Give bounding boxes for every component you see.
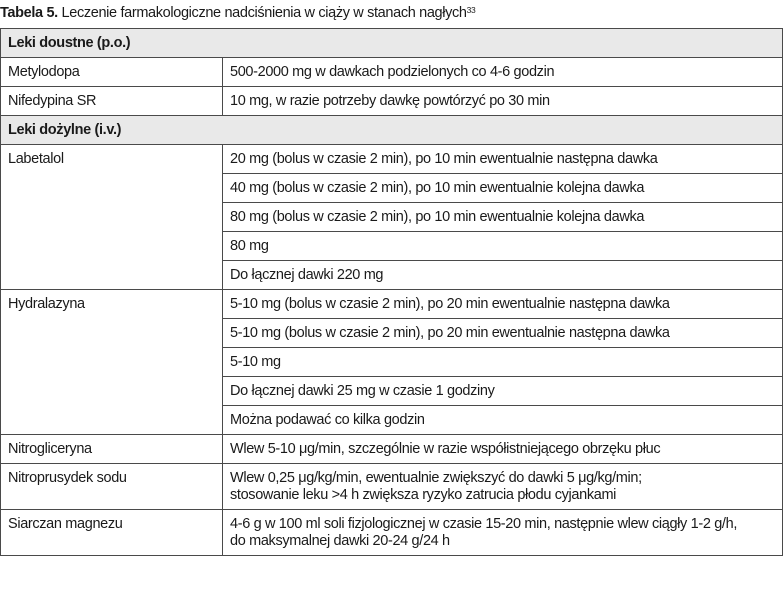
section-header-row <box>1 116 783 145</box>
drug-name: Nifedypina SR <box>1 87 223 116</box>
table-row <box>1 58 783 87</box>
table-row <box>1 464 783 510</box>
dosage-cell: Można podawać co kilka godzin <box>223 406 783 435</box>
dosage-cell: 80 mg (bolus w czasie 2 min), po 10 min ewentualnie kolejna dawka <box>223 203 783 232</box>
table-row <box>1 87 783 116</box>
drug-name: Nitroprusydek sodu <box>1 464 223 510</box>
caption-text: Leczenie farmakologiczne nadciśnienia w ciąży w stanach nagłych <box>57 5 467 21</box>
table-row <box>1 435 783 464</box>
section-title: Leki doustne (p.o.) <box>1 29 783 58</box>
dosage-line: do maksymalnej dawki 20-24 g/24 h <box>230 532 450 549</box>
drug-name: Hydralazyna <box>1 290 223 435</box>
dosage-cell: 80 mg <box>223 232 783 261</box>
dosage-line: 4-6 g w 100 ml soli fizjologicznej w czasie 15-20 min, następnie wlew ciągły 1-2 g/h, <box>230 515 738 532</box>
caption-label: Tabela 5. <box>0 5 58 21</box>
dosage-cell: Do łącznej dawki 220 mg <box>223 261 783 290</box>
dosage-cell <box>223 464 783 510</box>
dosage-line: stosowanie leku >4 h zwiększa ryzyko zatrucia płodu cyjankami <box>230 486 617 503</box>
dosage-cell <box>223 510 783 556</box>
dosage-cell: Wlew 5-10 μg/min, szczególnie w razie współistniejącego obrzęku płuc <box>223 435 783 464</box>
dosage-line: Wlew 0,25 μg/kg/min, ewentualnie zwiększyć do dawki 5 μg/kg/min; <box>230 469 642 486</box>
section-title: Leki dożylne (i.v.) <box>1 116 783 145</box>
dosage-cell: 5-10 mg <box>223 348 783 377</box>
dosage-cell: 5-10 mg (bolus w czasie 2 min), po 20 min ewentualnie następna dawka <box>223 290 783 319</box>
table-body <box>1 29 783 556</box>
section-header-row <box>1 29 783 58</box>
dosage-cell: 40 mg (bolus w czasie 2 min), po 10 min ewentualnie kolejna dawka <box>223 174 783 203</box>
dosage-cell: Do łącznej dawki 25 mg w czasie 1 godziny <box>223 377 783 406</box>
treatment-table <box>0 28 783 556</box>
drug-name: Metylodopa <box>1 58 223 87</box>
drug-name: Siarczan magnezu <box>1 510 223 556</box>
table-row <box>1 510 783 556</box>
dosage-cell: 500-2000 mg w dawkach podzielonych co 4-6 godzin <box>223 58 783 87</box>
table-row <box>1 145 783 174</box>
drug-name: Labetalol <box>1 145 223 290</box>
dosage-cell: 5-10 mg (bolus w czasie 2 min), po 20 min ewentualnie następna dawka <box>223 319 783 348</box>
table-row <box>1 290 783 319</box>
caption-reference: 33 <box>466 5 476 15</box>
dosage-cell: 10 mg, w razie potrzeby dawkę powtórzyć po 30 min <box>223 87 783 116</box>
drug-name: Nitrogliceryna <box>1 435 223 464</box>
table-caption <box>0 2 475 24</box>
dosage-cell: 20 mg (bolus w czasie 2 min), po 10 min ewentualnie następna dawka <box>223 145 783 174</box>
